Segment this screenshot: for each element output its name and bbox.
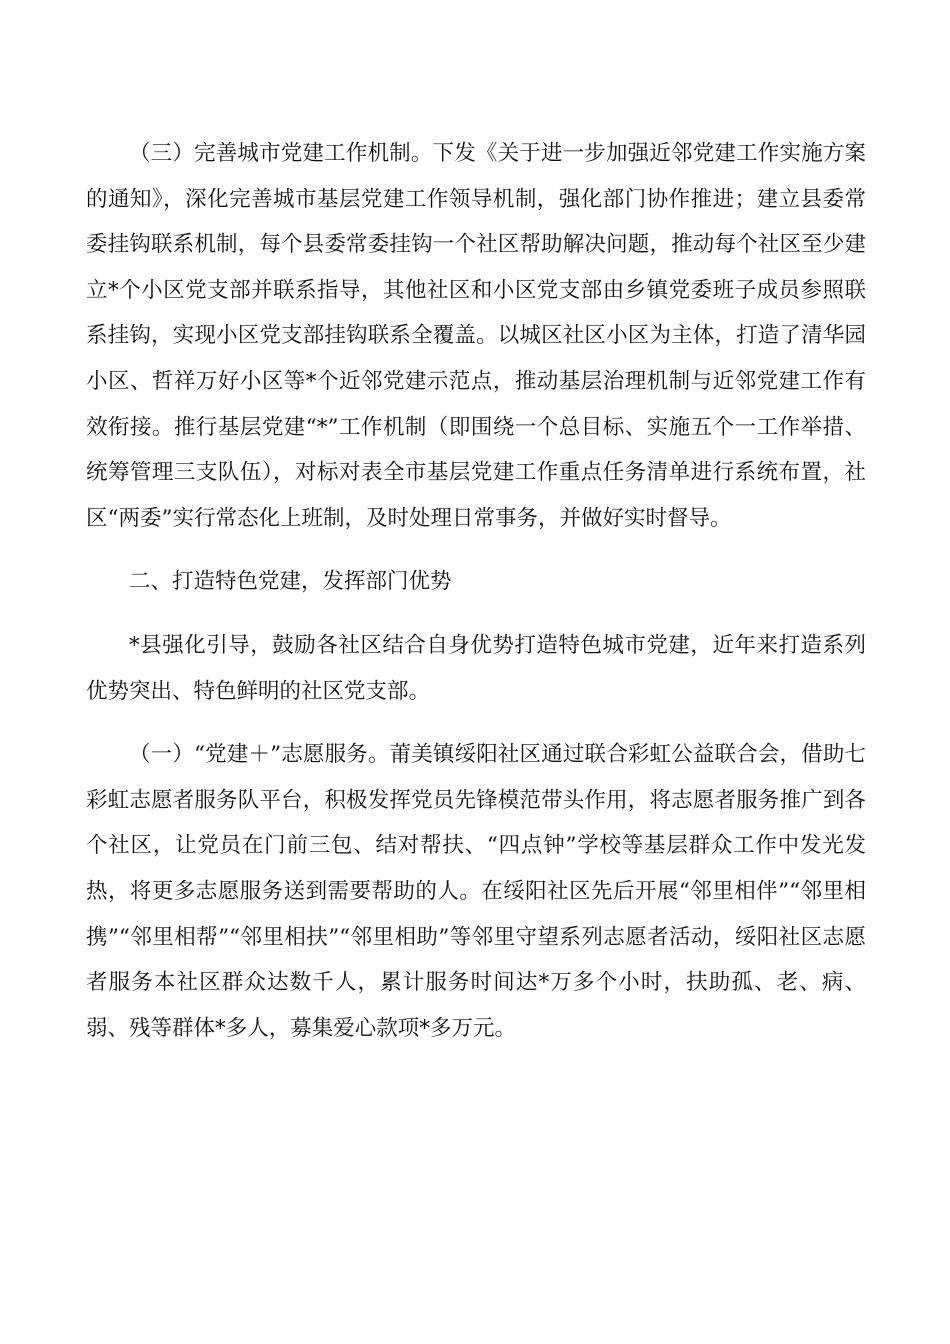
document-body bbox=[86, 131, 866, 1069]
paragraph-mechanism: （三）完善城市党建工作机制。下发《关于进一步加强近邻党建工作实施方案的通知》，深化完善城市基层党建工作领导机制，强化部门协作推进；建立县委常委挂钩联系机制，每个县委常委挂钩一个社区帮助解决问题，推动每个社区至少建立*个小区党支部并联系指导，其他社区和小区党支部由乡镇党委班子成员参照联系挂钩，实现小区党支部挂钩联系全覆盖。以城区社区小区为主体，打造了清华园小区、哲祥万好小区等*个近邻党建示范点，推动基层治理机制与近邻党建工作有效衔接。推行基层党建“*”工作机制（即围绕一个总目标、实施五个一工作举措、统筹管理三支队伍），对标对表全市基层党建工作重点任务清单进行系统布置，社区“两委”实行常态化上班制，及时处理日常事务，并做好实时督导。 bbox=[86, 141, 866, 531]
paragraph-intro: *县强化引导，鼓励各社区结合自身优势打造特色城市党建，近年来打造系列优势突出、特色鲜明的社区党支部。 bbox=[86, 632, 866, 704]
paragraph-volunteer-service: （一）“党建＋”志愿服务。莆美镇绥阳社区通过联合彩虹公益联合会，借助七彩虹志愿者服务队平台，积极发挥党员先锋模范带头作用，将志愿者服务推广到各个社区，让党员在门前三包、结对帮扶、“四点钟”学校等基层群众工作中发光发热，将更多志愿服务送到需要帮助的人。在绥阳社区先后开展“邻里相伴”“邻里相携”“邻里相帮”“邻里相扶”“邻里相助”等邻里守望系列志愿者活动，绥阳社区志愿者服务本社区群众达数千人，累计服务时间达*万多个小时，扶助孤、老、病、弱、残等群体*多人，募集爱心款项*多万元。 bbox=[86, 742, 866, 1041]
section-heading: 二、打造特色党建，发挥部门优势 bbox=[129, 569, 452, 595]
